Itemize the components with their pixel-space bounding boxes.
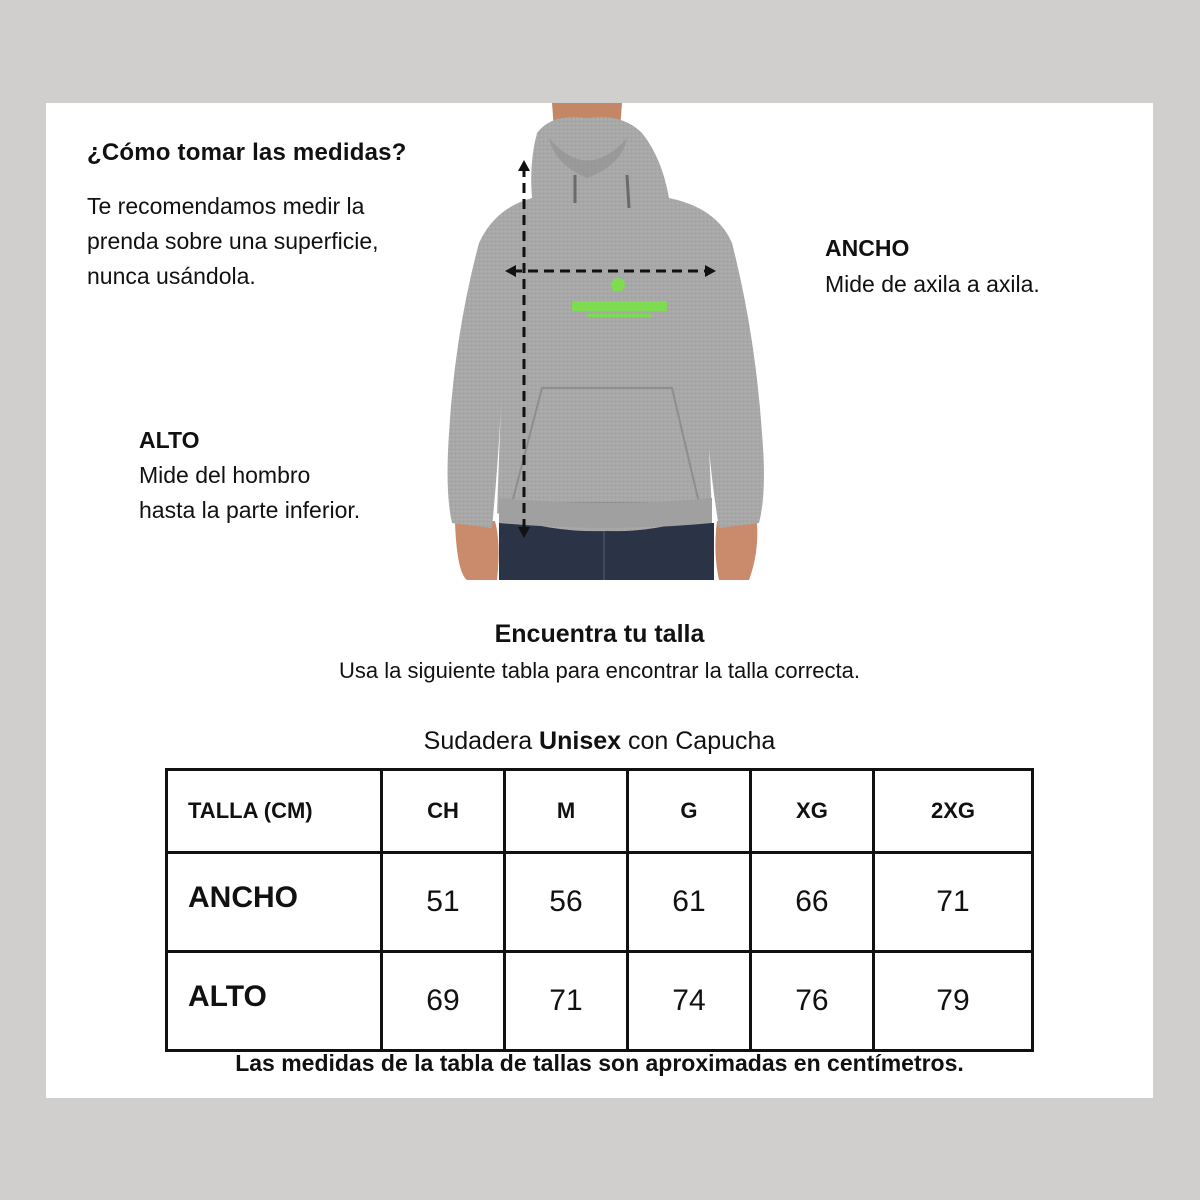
size-guide-panel	[46, 103, 1153, 1098]
how-to-line: prenda sobre una superficie,	[87, 228, 379, 254]
table-cell: 51	[382, 853, 505, 952]
header-cell: CH	[382, 770, 505, 853]
header-cell: M	[504, 770, 627, 853]
table-cell: 66	[750, 853, 873, 952]
caption-pre: Sudadera	[423, 727, 540, 755]
how-to-measure-title: ¿Cómo tomar las medidas?	[87, 139, 407, 166]
how-to-line: nunca usándola.	[87, 263, 256, 289]
how-to-measure-text	[87, 189, 427, 294]
alto-label: ALTO	[139, 427, 200, 453]
table-caption	[46, 727, 1153, 756]
alto-desc-line: Mide del hombro	[139, 462, 311, 488]
row-label: ANCHO	[167, 853, 382, 952]
table-cell: 61	[627, 853, 750, 952]
alto-desc-line: hasta la parte inferior.	[139, 497, 361, 523]
header-cell: TALLA (CM)	[167, 770, 382, 853]
table-header-row	[167, 770, 1033, 853]
table-cell: 71	[504, 952, 627, 1051]
find-size-subtitle: Usa la siguiente tabla para encontrar la talla correcta.	[339, 658, 860, 683]
ancho-instruction	[825, 230, 1040, 302]
how-to-line: Te recomendamos medir la	[87, 193, 365, 219]
caption-post: con Capucha	[621, 727, 776, 755]
ancho-label: ANCHO	[825, 235, 910, 261]
ancho-desc: Mide de axila a axila.	[825, 271, 1040, 297]
table-cell: 79	[873, 952, 1032, 1051]
caption-bold: Unisex	[539, 727, 622, 755]
table-row	[167, 952, 1033, 1051]
table-cell: 74	[627, 952, 750, 1051]
size-table	[165, 768, 1034, 1052]
header-cell: XG	[750, 770, 873, 853]
hoodie-image	[437, 103, 777, 580]
table-cell: 56	[504, 853, 627, 952]
find-size-title: Encuentra tu talla	[494, 620, 705, 648]
measurement-note: Las medidas de la tabla de tallas son aproximadas en centímetros.	[235, 1050, 964, 1076]
header-cell: G	[627, 770, 750, 853]
hoodie-measurement-figure	[437, 103, 777, 580]
table-cell: 69	[382, 952, 505, 1051]
row-label: ALTO	[167, 952, 382, 1051]
table-cell: 71	[873, 853, 1032, 952]
header-cell: 2XG	[873, 770, 1032, 853]
table-cell: 76	[750, 952, 873, 1051]
table-row	[167, 853, 1033, 952]
alto-instruction	[139, 423, 360, 528]
